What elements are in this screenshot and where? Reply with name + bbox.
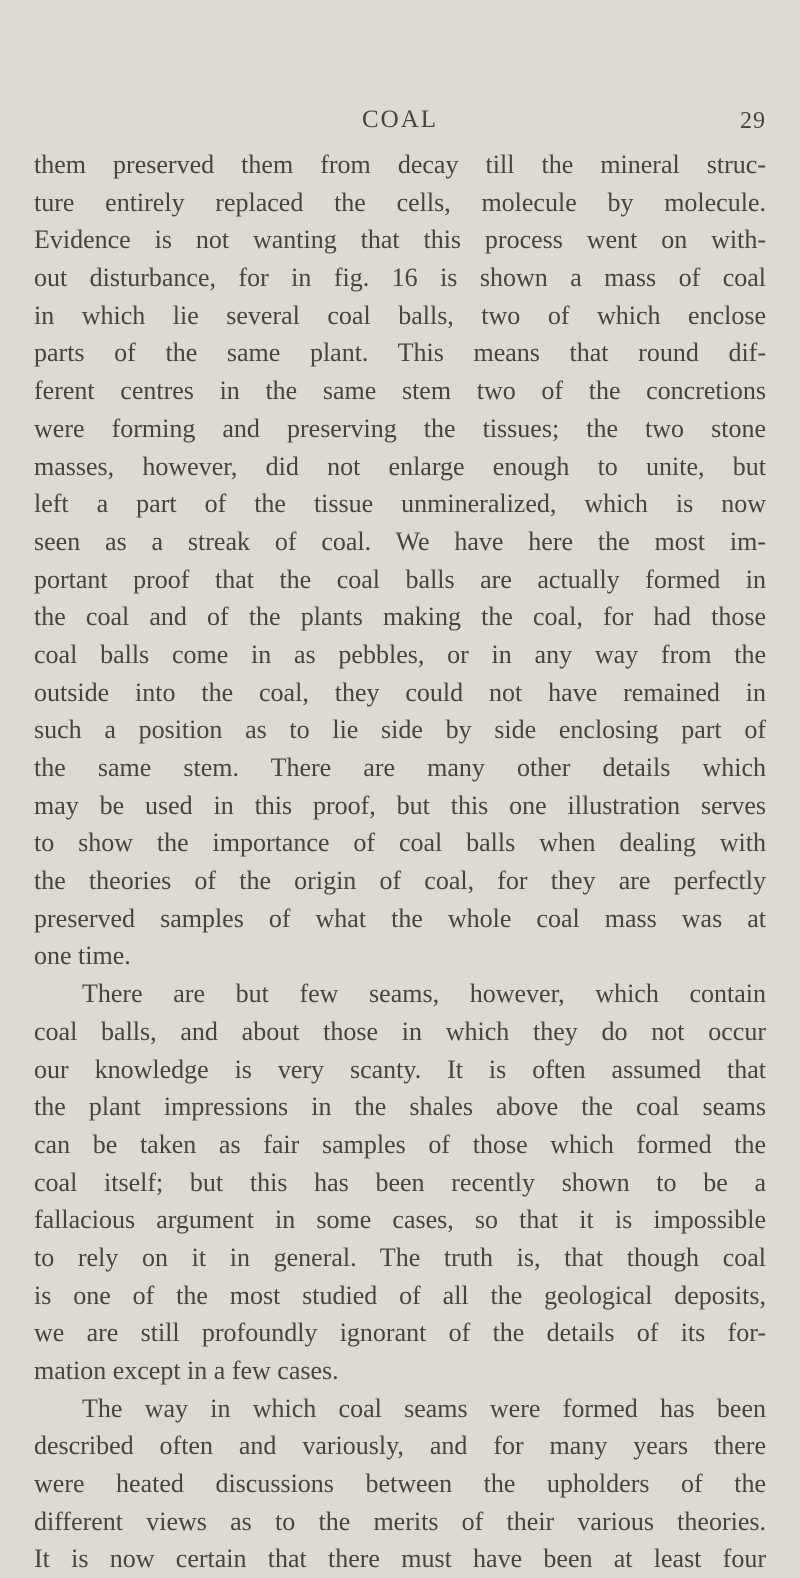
text-line: coal balls, and about those in which they do not occur bbox=[34, 1016, 766, 1046]
text-line: Evidence is not wanting that this process went on with- bbox=[34, 225, 766, 255]
text-line: seen as a streak of coal. We have here the most im- bbox=[34, 526, 766, 556]
text-line: to show the importance of coal balls when dealing with bbox=[34, 828, 766, 858]
page-number: 29 bbox=[740, 108, 766, 134]
text-line: It is now certain that there must have been at least four bbox=[34, 1544, 766, 1574]
running-title: COAL bbox=[361, 106, 439, 133]
text-line: may be used in this proof, but this one illustration serves bbox=[34, 790, 766, 820]
text-line: to rely on it in general. The truth is, that though coal bbox=[34, 1242, 766, 1272]
text-line: mation except in a few cases. bbox=[34, 1356, 339, 1385]
text-line: were forming and preserving the tissues; the two stone bbox=[34, 413, 766, 443]
text-line: parts of the same plant. This means that round dif- bbox=[34, 338, 766, 368]
text-line: different views as to the merits of their various theories. bbox=[34, 1506, 766, 1536]
text-line: such a position as to lie side by side enclosing part of bbox=[34, 715, 766, 745]
text-line: the same stem. There are many other details which bbox=[34, 753, 766, 782]
text-line: masses, however, did not enlarge enough to unite, but bbox=[34, 451, 766, 481]
text-line: were heated discussions between the upholders of the bbox=[34, 1469, 766, 1499]
text-line: is one of the most studied of all the geological deposits, bbox=[34, 1280, 766, 1310]
text-line: the coal and of the plants making the coal, for had those bbox=[34, 602, 766, 632]
text-line: them preserved them from decay till the mineral struc- bbox=[34, 150, 766, 179]
text-line: The way in which coal seams were formed has been bbox=[82, 1393, 766, 1423]
text-line: coal balls come in as pebbles, or in any way from the bbox=[34, 639, 766, 669]
text-line: coal itself; but this has been recently shown to be a bbox=[34, 1167, 766, 1197]
text-line: the theories of the origin of coal, for they are perfectly bbox=[34, 866, 766, 896]
text-line: can be taken as fair samples of those which formed the bbox=[34, 1129, 766, 1159]
text-line: ferent centres in the same stem two of the concretions bbox=[34, 376, 766, 406]
text-line: the plant impressions in the shales above the coal seams bbox=[34, 1092, 766, 1122]
text-line: ture entirely replaced the cells, molecule by molecule. bbox=[34, 187, 766, 217]
running-head bbox=[34, 104, 766, 140]
text-line: portant proof that the coal balls are actually formed in bbox=[34, 564, 766, 594]
text-line: our knowledge is very scanty. It is often assumed that bbox=[34, 1054, 766, 1084]
text-line: described often and variously, and for many years there bbox=[34, 1431, 766, 1461]
text-line: we are still profoundly ignorant of the details of its for- bbox=[34, 1318, 766, 1348]
text-line: left a part of the tissue unmineralized, which is now bbox=[34, 489, 766, 519]
text-line: one time. bbox=[34, 941, 131, 971]
text-line: outside into the coal, they could not have remained in bbox=[34, 677, 766, 707]
text-line: fallacious argument in some cases, so that it is impossible bbox=[34, 1205, 766, 1235]
text-line: preserved samples of what the whole coal mass was at bbox=[34, 903, 766, 933]
text-line: There are but few seams, however, which contain bbox=[82, 979, 766, 1009]
text-line: out disturbance, for in fig. 16 is shown a mass of coal bbox=[34, 263, 766, 293]
body-text bbox=[34, 146, 766, 1578]
text-line: in which lie several coal balls, two of which enclose bbox=[34, 300, 766, 330]
